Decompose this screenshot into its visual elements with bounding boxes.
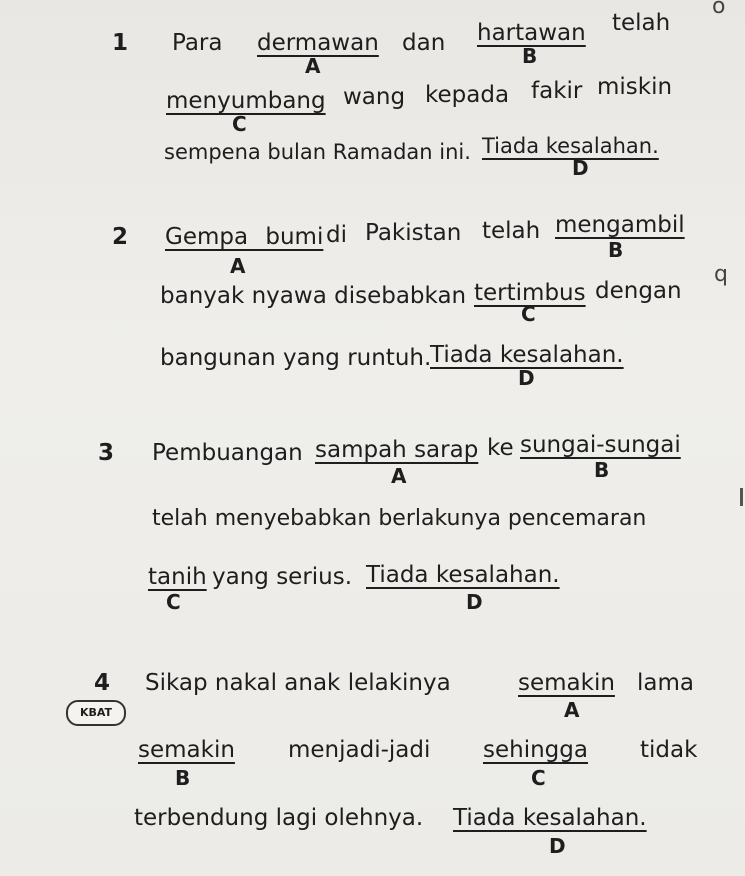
q2-option-c-text[interactable]: tertimbus	[474, 280, 586, 306]
q4-option-c-text[interactable]: sehingga	[483, 737, 588, 763]
margin-mark-q: q	[714, 262, 728, 287]
q1-word-dan: dan	[402, 30, 446, 56]
question-1-number: 1	[112, 30, 129, 56]
q4-word-menjadi: menjadi-jadi	[288, 737, 431, 763]
q3-option-c-letter: C	[166, 590, 181, 614]
q1-option-a-letter: A	[305, 54, 321, 78]
q3-word-yang-serius: yang serius.	[212, 564, 353, 590]
q1-option-d-letter: D	[572, 156, 589, 180]
q2-option-a-text[interactable]: Gempa bumi	[165, 224, 324, 250]
q4-option-d-letter: D	[549, 834, 566, 858]
q1-word-para: Para	[172, 30, 223, 56]
q2-option-b-letter: B	[608, 238, 624, 262]
q3-option-b-letter: B	[594, 458, 610, 482]
q4-option-c-letter: C	[531, 766, 546, 790]
q1-word-sempena: sempena bulan Ramadan ini.	[164, 140, 471, 164]
q4-option-b-letter: B	[175, 766, 191, 790]
q1-word-wang: wang	[343, 84, 406, 110]
q2-option-d-text[interactable]: Tiada kesalahan.	[430, 342, 624, 368]
q1-word-kepada: kepada	[425, 82, 510, 108]
q4-option-a-letter: A	[564, 698, 580, 722]
margin-mark-o: o	[712, 0, 726, 19]
question-4-number: 4	[94, 670, 111, 696]
q3-option-c-text[interactable]: tanih	[148, 564, 207, 590]
q2-word-bangunan: bangunan yang runtuh.	[160, 345, 432, 371]
q4-word-sikap: Sikap nakal anak lelakinya	[145, 670, 451, 696]
q1-word-fakir: fakir	[531, 78, 583, 104]
question-2-number: 2	[112, 224, 129, 250]
q2-option-c-letter: C	[521, 302, 536, 326]
q1-option-c-letter: C	[232, 112, 247, 136]
q2-word-banyak: banyak nyawa disebabkan	[160, 283, 467, 309]
q1-option-d-text[interactable]: Tiada kesalahan.	[482, 134, 659, 158]
q4-word-tidak: tidak	[640, 737, 698, 763]
q1-option-a-text[interactable]: dermawan	[257, 30, 379, 56]
q1-word-telah: telah	[612, 10, 671, 36]
margin-edge-line	[740, 488, 743, 506]
q1-option-b-letter: B	[522, 44, 538, 68]
q3-option-d-text[interactable]: Tiada kesalahan.	[366, 562, 560, 588]
q2-word-di: di	[326, 222, 347, 248]
q2-word-dengan: dengan	[595, 278, 682, 304]
q1-option-b-text[interactable]: hartawan	[477, 20, 586, 46]
q2-option-d-letter: D	[518, 366, 535, 390]
q4-word-terbendung: terbendung lagi olehnya.	[134, 805, 424, 831]
q3-word-ke: ke	[487, 435, 514, 461]
q3-option-b-text[interactable]: sungai-sungai	[520, 432, 681, 458]
q1-word-miskin: miskin	[597, 74, 673, 100]
q2-word-pakistan: Pakistan	[365, 220, 462, 246]
q3-option-a-letter: A	[391, 464, 407, 488]
q3-word-telah: telah menyebabkan berlakunya pencemaran	[152, 506, 647, 531]
q2-option-b-text[interactable]: mengambil	[555, 212, 685, 238]
q2-option-a-letter: A	[230, 254, 246, 278]
q4-option-a-text[interactable]: semakin	[518, 670, 615, 696]
q4-option-b-text[interactable]: semakin	[138, 737, 235, 763]
q4-word-lama: lama	[637, 670, 694, 696]
question-3-number: 3	[98, 440, 115, 466]
q3-option-a-text[interactable]: sampah sarap	[315, 437, 479, 463]
q3-option-d-letter: D	[466, 590, 483, 614]
q2-word-telah: telah	[482, 218, 541, 244]
kbat-badge: KBAT	[66, 700, 126, 726]
q3-word-pembuangan: Pembuangan	[152, 440, 303, 466]
q1-option-c-text[interactable]: menyumbang	[166, 88, 326, 114]
q4-option-d-text[interactable]: Tiada kesalahan.	[453, 805, 647, 831]
